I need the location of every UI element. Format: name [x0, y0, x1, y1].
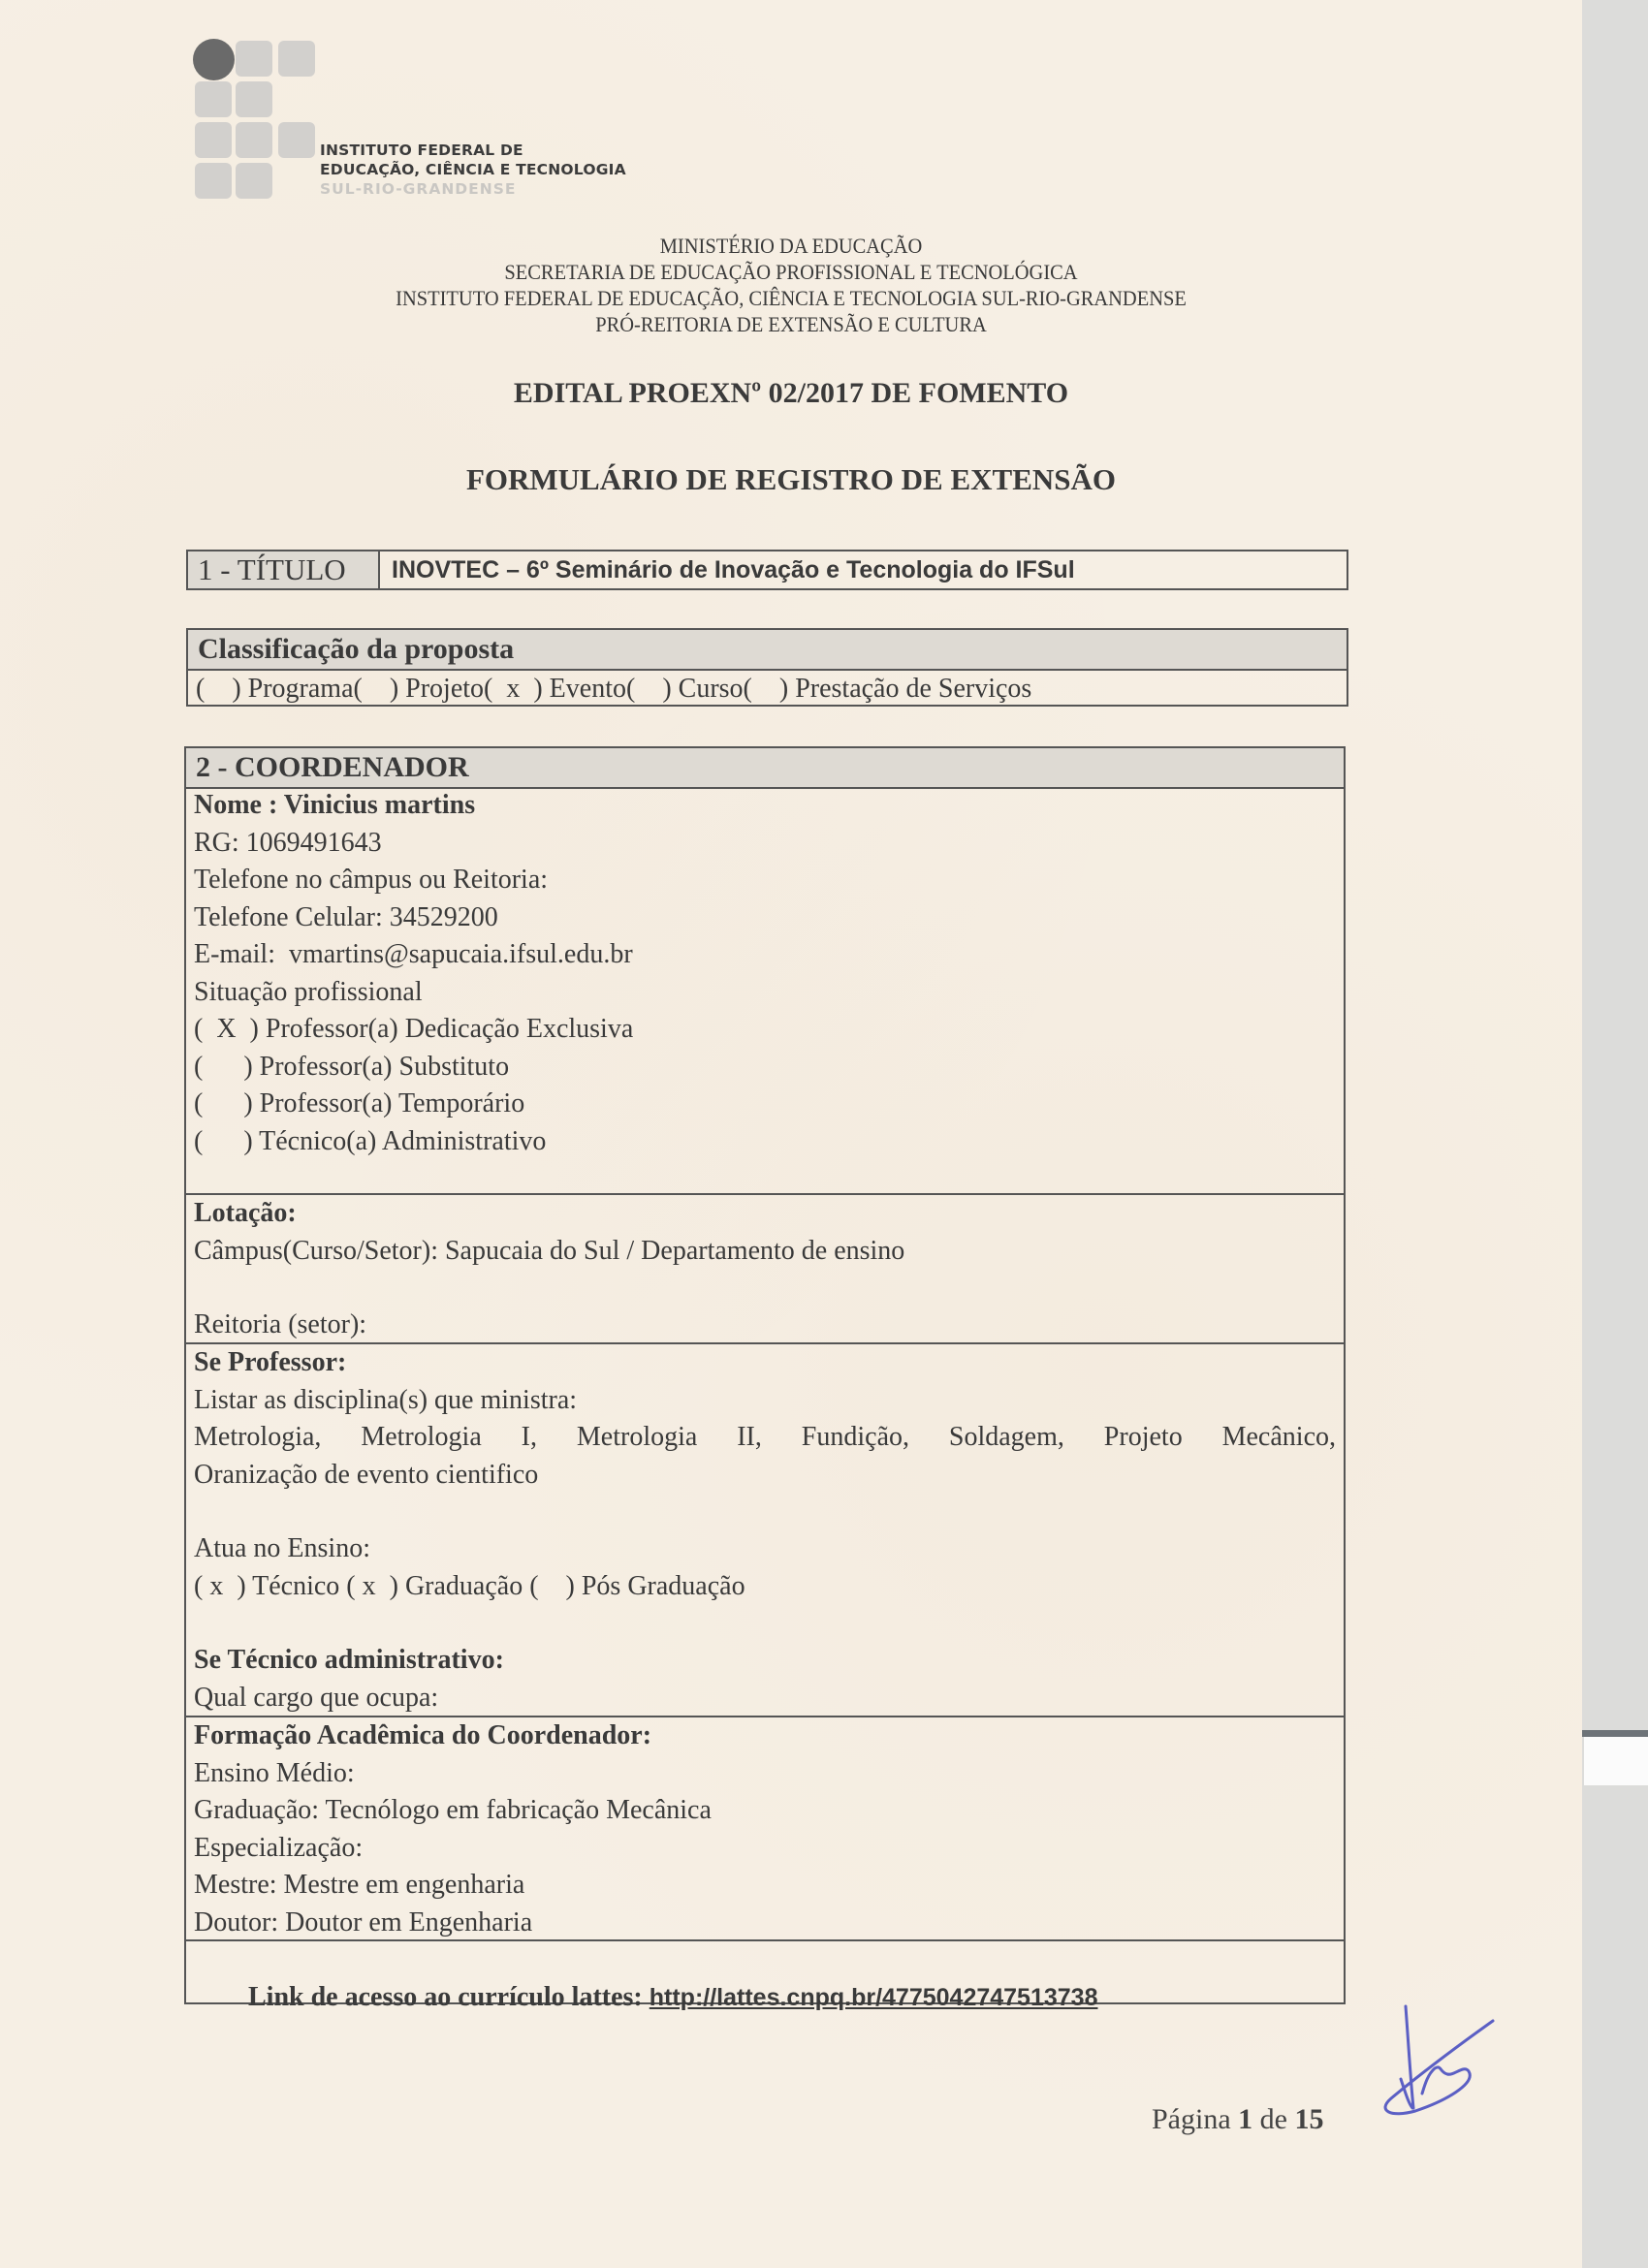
- logo-line-1: INSTITUTO FEDERAL DE: [320, 142, 523, 159]
- professor-section: [186, 1342, 1344, 1717]
- formacao-ensino-medio: Ensino Médio:: [194, 1757, 355, 1788]
- edital-title: EDITAL PROEXNº 02/2017 DE FOMENTO: [513, 377, 1069, 409]
- atua-ensino-options: ( x ) Técnico ( x ) Graduação ( ) Pós Graduação: [194, 1570, 745, 1601]
- logo-square: [236, 122, 272, 158]
- classification-table: [186, 628, 1348, 707]
- lotacao-heading: Lotação:: [194, 1198, 297, 1228]
- coordinator-personal-section: [186, 787, 1344, 1160]
- page-of-word: de: [1252, 2103, 1295, 2135]
- title-label: 1 - TÍTULO: [188, 551, 380, 588]
- atua-ensino-label: Atua no Ensino:: [194, 1533, 370, 1563]
- title-row: [186, 550, 1348, 590]
- coordinator-email: E-mail: vmartins@sapucaia.ifsul.edu.br: [194, 939, 633, 969]
- logo-square: [236, 81, 272, 117]
- disciplinas-label: Listar as disciplina(s) que ministra:: [194, 1384, 578, 1415]
- formacao-doutor: Doutor: Doutor em Engenharia: [194, 1906, 533, 1937]
- cargo-label: Qual cargo que ocupa:: [194, 1682, 439, 1713]
- formacao-mestre: Mestre: Mestre em engenharia: [194, 1870, 525, 1900]
- coordinator-table: [184, 746, 1346, 2012]
- situation-label: Situação profissional: [194, 976, 423, 1007]
- formacao-graduacao: Graduação: Tecnólogo em fabricação Mecânica: [194, 1795, 712, 1825]
- logo-line-2: EDUCAÇÃO, CIÊNCIA E TECNOLOGIA: [320, 161, 626, 178]
- coordinator-phone-campus: Telefone no câmpus ou Reitoria:: [194, 865, 549, 895]
- professor-heading: Se Professor:: [194, 1347, 347, 1377]
- logo-circle: [193, 39, 235, 80]
- header-line: MINISTÉRIO DA EDUCAÇÃO: [659, 234, 923, 258]
- formacao-especializacao: Especialização:: [194, 1832, 364, 1863]
- ifsul-logo: [193, 39, 319, 196]
- logo-square: [236, 41, 272, 77]
- signature-stroke: [1385, 2006, 1493, 2114]
- situation-option: ( ) Professor(a) Substituto: [194, 1051, 510, 1082]
- logo-square: [195, 122, 232, 158]
- lattes-link[interactable]: http://lattes.cnpq.br/4775042747513738: [649, 1983, 1098, 2011]
- header-line: INSTITUTO FEDERAL DE EDUCAÇÃO, CIÊNCIA E TECNOLOGIA SUL-RIO-GRANDENSE: [396, 286, 1187, 310]
- coordinator-name: Nome : Vinicius martins: [194, 790, 476, 820]
- classification-options: ( ) Programa( ) Projeto( x ) Evento( ) Curso( ) Prestação de Serviços: [196, 674, 1032, 704]
- logo-text: [320, 141, 626, 199]
- logo-line-3: SUL-RIO-GRANDENSE: [320, 180, 517, 198]
- logo-square: [236, 163, 272, 199]
- lotacao-campus: Câmpus(Curso/Setor): Sapucaia do Sul / Departamento de ensino: [194, 1235, 905, 1266]
- coordinator-heading: 2 - COORDENADOR: [186, 748, 1344, 789]
- header-line: PRÓ-REITORIA DE EXTENSÃO E CULTURA: [595, 312, 987, 336]
- logo-square: [195, 163, 232, 199]
- institution-header: [0, 233, 1582, 337]
- lattes-section: [186, 1939, 1344, 2012]
- page-number: [1152, 2103, 1323, 2136]
- formacao-section: [186, 1716, 1344, 1940]
- disciplinas-line: Oranização de evento cientifico: [194, 1459, 539, 1490]
- classification-heading: Classificação da proposta: [188, 630, 1347, 671]
- lattes-label: Link de acesso ao currículo lattes:: [248, 1981, 650, 2012]
- lotacao-section: [186, 1193, 1344, 1344]
- disciplinas-line: Metrologia, Metrologia I, Metrologia II, Fundição, Soldagem, Projeto Mecânico,: [194, 1422, 1336, 1452]
- coordinator-rg: RG: 1069491643: [194, 827, 382, 858]
- logo-square: [278, 41, 315, 77]
- scanner-edge-strip: [1584, 1737, 1648, 1785]
- title-value: INOVTEC – 6º Seminário de Inovação e Tecnologia do IFSul: [392, 556, 1075, 583]
- formacao-heading: Formação Acadêmica do Coordenador:: [194, 1720, 652, 1750]
- page-word: Página: [1152, 2103, 1239, 2135]
- page-current: 1: [1238, 2103, 1253, 2135]
- lotacao-reitoria: Reitoria (setor):: [194, 1309, 367, 1339]
- header-line: SECRETARIA DE EDUCAÇÃO PROFISSIONAL E TECNOLÓGICA: [504, 260, 1078, 284]
- situation-option: ( ) Professor(a) Temporário: [194, 1088, 525, 1118]
- situation-option: ( ) Técnico(a) Administrativo: [194, 1125, 547, 1156]
- handwritten-signature: [1352, 1987, 1498, 2123]
- logo-square: [195, 81, 232, 117]
- scanner-edge-bar: [1582, 1730, 1648, 1737]
- coordinator-phone-mobile: Telefone Celular: 34529200: [194, 901, 498, 932]
- form-title: FORMULÁRIO DE REGISTRO DE EXTENSÃO: [465, 462, 1117, 496]
- tecnico-heading: Se Técnico administrativo:: [194, 1645, 504, 1675]
- situation-option: ( X ) Professor(a) Dedicação Exclusiva: [194, 1014, 634, 1044]
- page-total: 15: [1294, 2103, 1324, 2135]
- logo-square: [278, 122, 315, 158]
